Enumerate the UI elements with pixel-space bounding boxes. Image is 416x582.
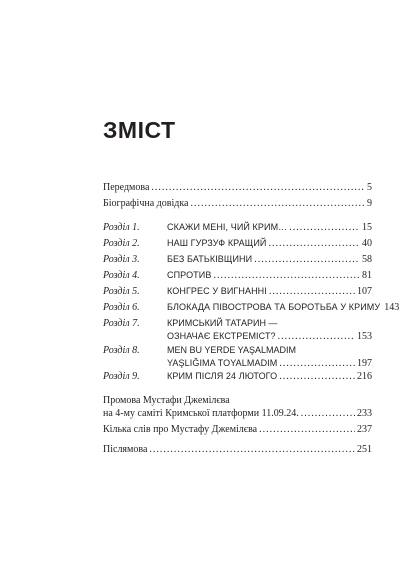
toc-entry-chapter-8[interactable] [103,344,372,370]
leader-dots [279,358,355,370]
leader-dots [289,222,360,234]
leader-dots [213,270,360,282]
page-title: ЗМІСТ [103,117,176,143]
toc-entry-chapter-6[interactable] [103,301,400,314]
toc-page-number: 58 [362,254,372,265]
toc-entry-biography[interactable] [103,198,372,211]
toc-title: ОЗНАЧАЄ ЕКСТРЕМІСТ? [167,331,276,341]
toc-title: Післямова [103,444,148,455]
toc-title: на 4-му саміті Кримської платформи 11.09.24. [103,408,299,419]
leader-dots [268,238,360,250]
toc-section-label: Розділ 6. [103,302,140,313]
toc-title-line-1: КРИМСЬКИЙ ТАТАРИН — [167,318,278,328]
toc-page-number: 9 [367,198,372,209]
toc-title: Передмова [103,182,150,193]
toc-entry-chapter-7[interactable] [103,317,372,343]
toc-section-label: Розділ 4. [103,270,140,281]
leader-dots [278,331,355,343]
toc-page-number: 197 [357,358,372,369]
toc-page-number: 5 [367,182,372,193]
toc-title: Біографічна довідка [103,198,189,209]
toc-entry-chapter-9[interactable] [103,370,372,383]
toc-page-number: 81 [362,270,372,281]
toc-entry-chapter-3[interactable] [103,253,372,266]
toc-page-number: 143 [384,302,400,313]
toc-page-number: 216 [357,371,372,382]
toc-title-line-1: Промова Мустафи Джемілєва [103,395,230,406]
toc-title: БЛОКАДА ПІВОСТРОВА ТА БОРОТЬБА У КРИМУ [167,302,381,312]
toc-page-number: 15 [362,222,372,233]
toc-title: БЕЗ БАТЬКІВЩИНИ [167,254,253,264]
toc-section-label: Розділ 8. [103,345,140,356]
leader-dots [301,408,355,420]
toc-entry-chapter-2[interactable] [103,237,372,250]
toc-entry-chapter-1[interactable] [103,221,372,234]
leader-dots [151,182,365,194]
toc-entry-about-author[interactable] [103,424,372,437]
toc-title: НАШ ГУРЗУФ КРАЩИЙ [167,238,267,248]
toc-page-number: 40 [362,238,372,249]
toc-page-number: 237 [357,424,372,435]
toc-page-number: 107 [357,286,372,297]
toc-title: КОНГРЕС У ВИГНАННІ [167,286,267,296]
toc-title: КРИМ ПІСЛЯ 24 ЛЮТОГО [167,371,278,381]
toc-title-line-1: MEN BU YERDE YAŞALMADIM [167,345,297,355]
toc-section-label: Розділ 9. [103,371,140,382]
toc-entry-afterword[interactable] [103,444,372,457]
toc-page-number: 233 [357,408,372,419]
toc-title: YAŞLIĞIMA TOYALMADIM [167,358,278,368]
leader-dots [149,444,355,456]
toc-title: Кілька слів про Мустафу Джемілєва [103,424,258,435]
toc-title: СПРОТИВ [167,270,212,280]
toc-section-label: Розділ 5. [103,286,140,297]
toc-section-label: Розділ 3. [103,254,140,265]
leader-dots [269,286,355,298]
toc-section-label: Розділ 1. [103,222,140,233]
toc-page-number: 251 [357,444,372,455]
leader-dots [254,254,360,266]
toc-entry-foreword[interactable] [103,182,372,195]
leader-dots [279,371,355,383]
toc-section-label: Розділ 7. [103,318,140,329]
toc-title: СКАЖИ МЕНІ, ЧИЙ КРИМ… [167,222,288,232]
toc-section-label: Розділ 2. [103,238,140,249]
toc-entry-chapter-4[interactable] [103,269,372,282]
leader-dots [190,198,365,210]
toc-entry-speech[interactable] [103,395,372,421]
toc-entry-chapter-5[interactable] [103,285,372,298]
toc-page-number: 153 [357,331,372,342]
leader-dots [259,424,355,436]
